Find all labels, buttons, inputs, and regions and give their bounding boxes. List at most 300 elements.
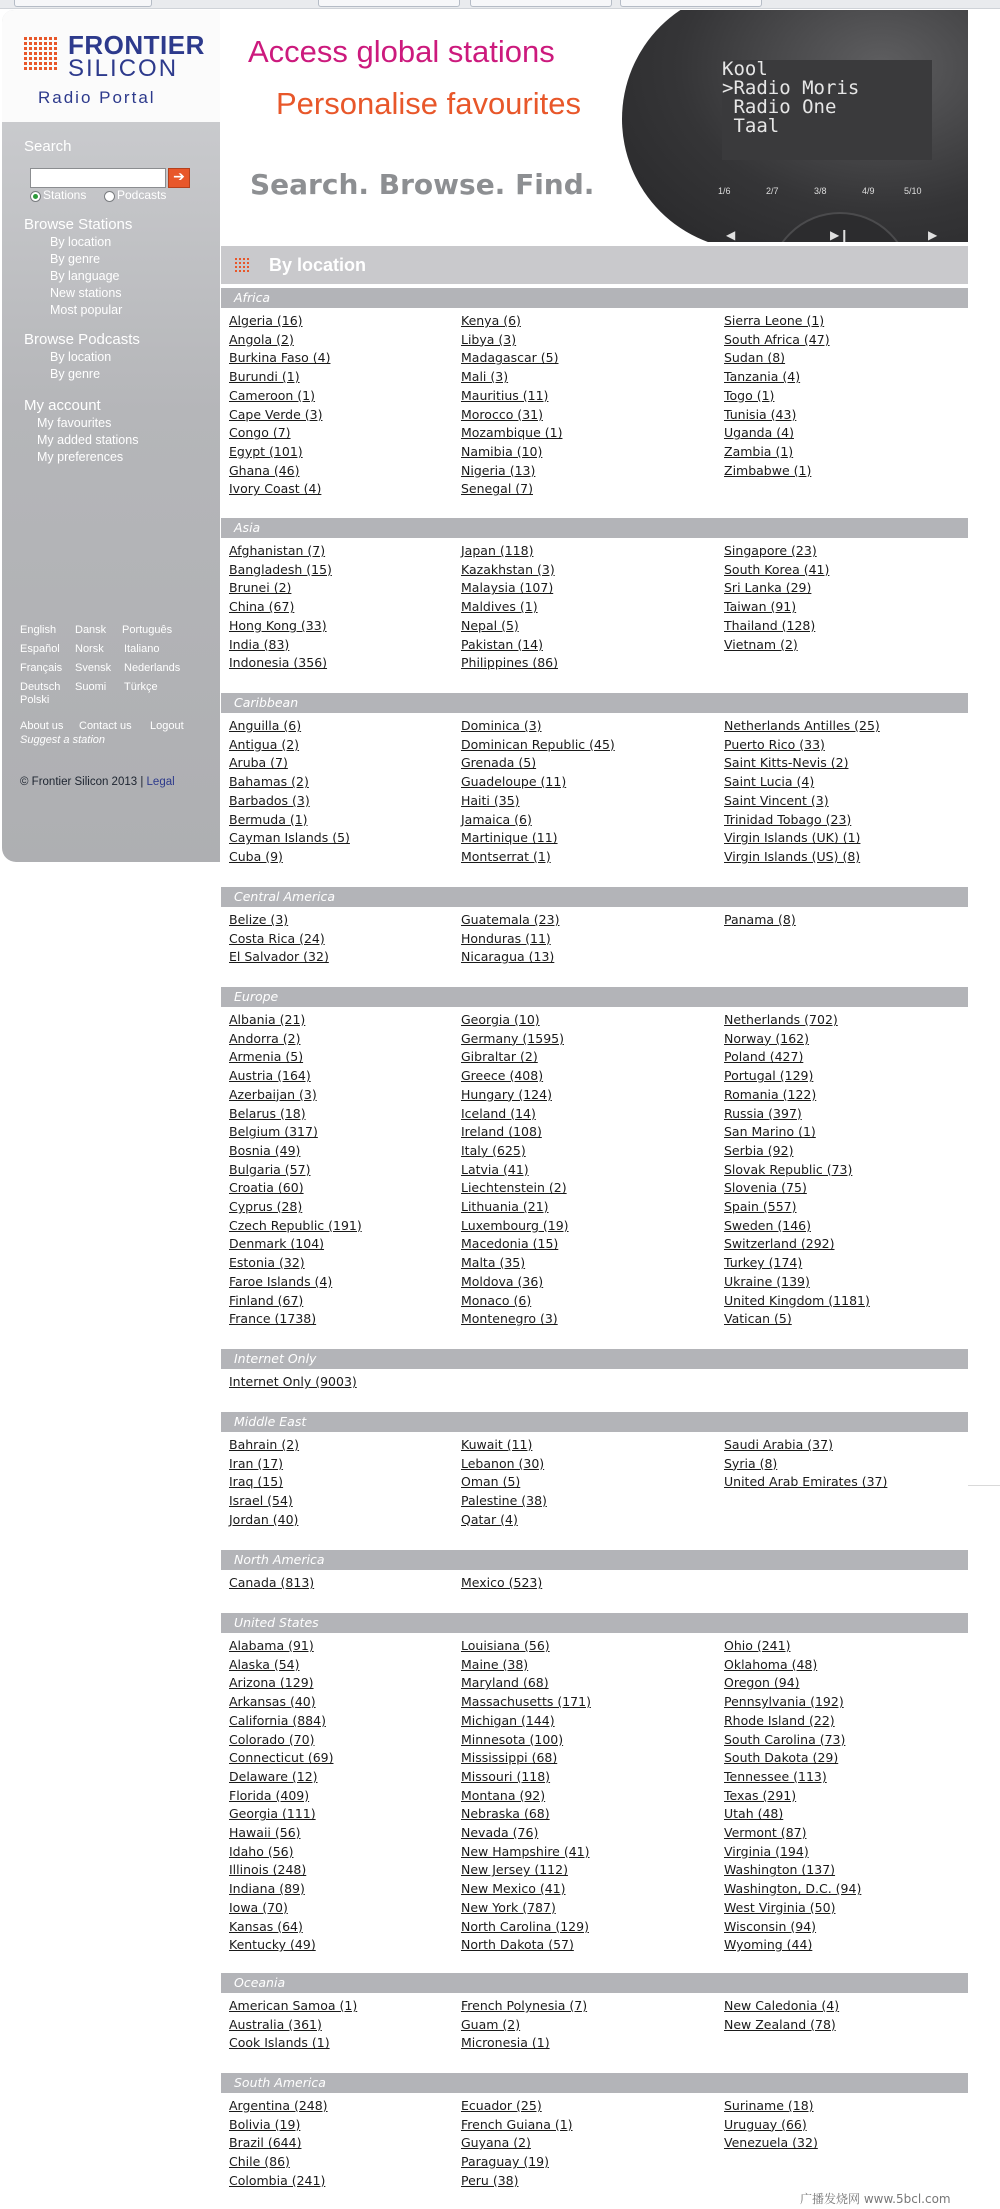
country-link[interactable]: Cape Verde (3) (229, 406, 323, 422)
region-south-america (221, 2073, 968, 2188)
country-link[interactable]: Connecticut (69) (229, 1750, 334, 1766)
country-link[interactable]: Brunei (2) (229, 580, 292, 596)
country-link[interactable]: Louisiana (56) (461, 1638, 550, 1653)
country-link[interactable]: Minnesota (100) (461, 1731, 564, 1747)
country-link[interactable]: Tanzania (4) (724, 369, 801, 385)
region-central-america (221, 887, 968, 965)
country-link[interactable]: Vietnam (2) (724, 636, 798, 652)
country-link[interactable]: Kentucky (49) (229, 1937, 316, 1953)
country-link[interactable]: Slovak Republic (73) (724, 1161, 853, 1177)
country-link[interactable]: Liechtenstein (2) (461, 1180, 567, 1196)
logo-line2: SILICON (68, 55, 179, 82)
lang-portugues[interactable]: Português (122, 624, 173, 636)
country-link[interactable]: Guadeloupe (11) (461, 774, 567, 790)
region-heading: Middle East (221, 1412, 968, 1432)
country-link[interactable]: Namibia (10) (461, 443, 543, 459)
country-link[interactable]: Iowa (70) (229, 1899, 288, 1915)
country-link[interactable]: Ireland (108) (461, 1124, 542, 1140)
radio-stations[interactable] (30, 191, 41, 202)
region-heading: Internet Only (221, 1349, 968, 1369)
country-link[interactable]: Togo (1) (724, 387, 775, 403)
country-link[interactable]: Estonia (32) (229, 1255, 305, 1271)
country-link[interactable]: Congo (7) (229, 425, 291, 441)
country-link[interactable]: New Mexico (41) (461, 1881, 566, 1897)
country-link[interactable]: Taiwan (91) (724, 599, 797, 615)
country-link[interactable]: Italy (625) (461, 1142, 526, 1158)
country-link[interactable]: Zambia (1) (724, 443, 794, 459)
country-link[interactable]: Delaware (12) (229, 1768, 318, 1784)
country-link[interactable]: Latvia (41) (461, 1161, 529, 1177)
country-link[interactable]: Cayman Islands (5) (229, 830, 350, 846)
country-link[interactable]: Monaco (6) (461, 1292, 532, 1308)
logo[interactable] (2, 10, 220, 122)
country-link[interactable]: Serbia (92) (724, 1142, 794, 1158)
country-link[interactable]: Missouri (118) (461, 1768, 551, 1784)
country-link[interactable]: Jamaica (6) (461, 811, 532, 827)
country-link[interactable]: Mexico (523) (461, 1575, 543, 1590)
country-link[interactable]: Martinique (11) (461, 830, 558, 846)
about-link[interactable]: About us (20, 720, 64, 732)
country-link[interactable]: Nebraska (68) (461, 1806, 550, 1822)
country-link[interactable]: Arkansas (40) (229, 1694, 316, 1710)
country-link[interactable]: Montana (92) (461, 1787, 546, 1803)
country-link[interactable]: China (67) (229, 599, 295, 615)
country-link[interactable]: Malaysia (107) (461, 580, 554, 596)
country-link[interactable]: Armenia (5) (229, 1049, 304, 1065)
country-link[interactable]: Saudi Arabia (37) (724, 1437, 833, 1452)
region-africa (221, 288, 968, 497)
country-link[interactable]: Brazil (644) (229, 2135, 302, 2151)
country-link[interactable]: Trinidad Tobago (23) (724, 811, 852, 827)
country-link[interactable]: Argentina (248) (229, 2098, 328, 2113)
region-heading: Central America (221, 887, 968, 907)
country-link[interactable]: Cyprus (28) (229, 1199, 303, 1214)
country-link[interactable]: New Jersey (112) (461, 1862, 568, 1878)
country-link[interactable]: Algeria (16) (229, 313, 303, 328)
copyright (20, 776, 175, 788)
display-line: Taal (722, 115, 780, 137)
country-link[interactable]: Nicaragua (13) (461, 949, 555, 965)
country-link[interactable]: Iran (17) (229, 1455, 284, 1471)
lang-espanol[interactable]: Español (20, 643, 60, 655)
country-link[interactable]: Belize (3) (229, 912, 289, 927)
country-link[interactable]: France (1738) (229, 1311, 317, 1327)
country-link[interactable]: Bolivia (19) (229, 2116, 301, 2132)
country-link[interactable]: Cuba (9) (229, 848, 283, 864)
browse-podcasts-by-genre[interactable]: By genre (50, 367, 101, 381)
browse-stations-by-language[interactable]: By language (50, 269, 120, 283)
country-link[interactable]: Mauritius (11) (461, 387, 549, 403)
country-link[interactable]: Washington, D.C. (94) (724, 1881, 862, 1897)
radio-podcasts[interactable] (104, 191, 115, 202)
country-link[interactable]: Greece (408) (461, 1068, 544, 1084)
logo-line1: FRONTIER (68, 30, 205, 60)
country-link[interactable]: Andorra (2) (229, 1030, 301, 1046)
radio-device-image (622, 10, 968, 242)
country-link[interactable]: Chile (86) (229, 2154, 290, 2170)
country-link[interactable]: Saint Vincent (3) (724, 792, 829, 808)
country-link[interactable]: Panama (8) (724, 912, 796, 927)
country-link[interactable]: Lebanon (30) (461, 1455, 545, 1471)
country-link[interactable]: Ivory Coast (4) (229, 481, 322, 497)
country-link[interactable]: Sudan (8) (724, 350, 786, 366)
country-link[interactable]: Costa Rica (24) (229, 930, 325, 946)
arrow-right-icon: ➔ (173, 169, 185, 185)
lang-polski[interactable]: Polski (20, 694, 50, 706)
country-link[interactable]: Netherlands Antilles (25) (724, 718, 880, 733)
country-link[interactable]: South Africa (47) (724, 331, 830, 347)
logo-line3: Radio Portal (38, 88, 156, 107)
country-link[interactable]: American Samoa (1) (229, 1998, 358, 2013)
country-link[interactable]: Spain (557) (724, 1199, 797, 1214)
country-link[interactable]: Michigan (144) (461, 1712, 555, 1728)
country-link[interactable]: Jordan (40) (229, 1511, 299, 1527)
country-link[interactable]: Sierra Leone (1) (724, 313, 825, 328)
country-link[interactable]: Romania (122) (724, 1086, 817, 1102)
country-link[interactable]: Haiti (35) (461, 792, 520, 808)
search-go-button[interactable] (168, 168, 190, 188)
browse-stations-by-genre[interactable]: By genre (50, 252, 101, 266)
country-link[interactable]: Washington (137) (724, 1862, 836, 1878)
play-pause-icon: ▶❙ (830, 228, 850, 242)
country-link[interactable]: California (884) (229, 1712, 326, 1728)
country-link[interactable]: Libya (3) (461, 331, 517, 347)
country-link[interactable]: Utah (48) (724, 1806, 784, 1822)
country-link[interactable]: Rhode Island (22) (724, 1712, 835, 1728)
country-link[interactable]: Slovenia (75) (724, 1180, 807, 1196)
lang-nederlands[interactable]: Nederlands (124, 662, 181, 674)
browser-tab[interactable] (470, 0, 612, 7)
account-favourites[interactable]: My favourites (37, 416, 112, 430)
country-link[interactable]: Alabama (91) (229, 1638, 314, 1653)
country-link[interactable]: Hawaii (56) (229, 1825, 301, 1840)
lang-english[interactable]: English (20, 624, 57, 636)
country-link[interactable]: Faroe Islands (4) (229, 1273, 333, 1289)
country-link[interactable]: Macedonia (15) (461, 1236, 559, 1252)
region-internet-only (221, 1349, 968, 1389)
country-link[interactable]: New York (787) (461, 1899, 556, 1915)
country-link[interactable]: Nigeria (13) (461, 462, 536, 478)
region-heading: Asia (221, 518, 968, 538)
country-link[interactable]: Russia (397) (724, 1105, 802, 1121)
country-link[interactable]: Luxembourg (19) (461, 1217, 569, 1233)
preset-label: 4/9 (862, 186, 875, 196)
country-link[interactable]: Micronesia (1) (461, 2035, 550, 2051)
country-link[interactable]: Ghana (46) (229, 462, 300, 478)
country-link[interactable]: Honduras (11) (461, 930, 551, 946)
country-link[interactable]: Indiana (89) (229, 1881, 305, 1897)
browse-stations-by-location[interactable]: By location (50, 235, 112, 249)
country-link[interactable]: Cook Islands (1) (229, 2035, 330, 2051)
country-link[interactable]: Pakistan (14) (461, 636, 543, 652)
country-link[interactable]: Barbados (3) (229, 792, 310, 808)
region-oceania (221, 1973, 968, 2051)
country-link[interactable]: Guam (2) (461, 2016, 521, 2032)
country-link[interactable]: Aruba (7) (229, 755, 288, 771)
browse-stations-new[interactable]: New stations (50, 286, 122, 300)
country-link[interactable]: Virgin Islands (US) (8) (724, 848, 861, 864)
region-middle-east (221, 1412, 968, 1527)
radio-stations-label[interactable]: Stations (43, 188, 87, 202)
banner-line2: Personalise favourites (276, 86, 581, 121)
account-preferences[interactable]: My preferences (37, 450, 124, 464)
country-link[interactable]: Vermont (87) (724, 1825, 807, 1840)
country-link[interactable]: United Arab Emirates (37) (724, 1474, 888, 1490)
region-europe (221, 987, 968, 1327)
country-link[interactable]: Oman (5) (461, 1474, 521, 1490)
country-link[interactable]: Illinois (248) (229, 1862, 307, 1878)
country-link[interactable]: Suriname (18) (724, 2098, 814, 2113)
country-link[interactable]: Israel (54) (229, 1493, 293, 1509)
country-link[interactable]: Turkey (174) (724, 1255, 803, 1271)
country-link[interactable]: Maine (38) (461, 1656, 529, 1672)
country-link[interactable]: Germany (1595) (461, 1030, 564, 1046)
region-heading: Oceania (221, 1973, 968, 1993)
country-link[interactable]: North Dakota (57) (461, 1937, 574, 1953)
banner-line1: Access global stations (248, 34, 555, 69)
country-link[interactable]: Internet Only (9003) (229, 1374, 357, 1389)
country-link[interactable]: Croatia (60) (229, 1180, 304, 1196)
contact-link[interactable]: Contact us (79, 720, 132, 732)
country-link[interactable]: Morocco (31) (461, 406, 543, 422)
section-title-bar (221, 246, 968, 284)
browser-tab-strip (0, 0, 1000, 9)
country-link[interactable]: Kuwait (11) (461, 1437, 533, 1452)
country-link[interactable]: Hungary (124) (461, 1086, 552, 1102)
lang-suomi[interactable]: Suomi (75, 681, 107, 693)
country-link[interactable]: Oregon (94) (724, 1675, 800, 1691)
country-link[interactable]: Arizona (129) (229, 1675, 314, 1691)
account-heading: My account (24, 397, 101, 414)
country-link[interactable]: Kazakhstan (3) (461, 561, 555, 577)
country-link[interactable]: Georgia (111) (229, 1806, 316, 1822)
country-link[interactable]: Uganda (4) (724, 425, 794, 441)
country-link[interactable]: Ohio (241) (724, 1638, 791, 1653)
country-link[interactable]: Ecuador (25) (461, 2098, 542, 2113)
browse-stations-popular[interactable]: Most popular (50, 303, 123, 317)
country-link[interactable]: Virginia (194) (724, 1843, 809, 1859)
section-title: By location (269, 255, 367, 275)
country-link[interactable]: Philippines (86) (461, 655, 558, 671)
country-link[interactable]: Switzerland (292) (724, 1236, 835, 1252)
country-link[interactable]: Vatican (5) (724, 1311, 792, 1327)
lang-francais[interactable]: Français (20, 662, 63, 674)
country-link[interactable]: Sri Lanka (29) (724, 580, 812, 596)
lang-norsk[interactable]: Norsk (75, 643, 104, 655)
preset-label: 3/8 (814, 186, 827, 196)
country-link[interactable]: New Caledonia (4) (724, 1998, 840, 2013)
country-link[interactable]: Burkina Faso (4) (229, 350, 331, 366)
region-north-america (221, 1550, 968, 1590)
country-link[interactable]: French Polynesia (7) (461, 1998, 588, 2013)
country-link[interactable]: South Carolina (73) (724, 1731, 846, 1747)
country-link[interactable]: Paraguay (19) (461, 2154, 549, 2170)
lang-turkce[interactable]: Türkçe (124, 681, 158, 693)
country-link[interactable]: Moldova (36) (461, 1273, 544, 1289)
display-line: >Radio Moris (722, 77, 860, 99)
country-link[interactable]: San Marino (1) (724, 1124, 816, 1140)
logout-link[interactable]: Logout (150, 720, 184, 732)
country-link[interactable]: Nevada (76) (461, 1825, 539, 1840)
country-link[interactable]: Bahrain (2) (229, 1437, 300, 1452)
country-link[interactable]: Virgin Islands (UK) (1) (724, 830, 861, 846)
country-link[interactable]: Alaska (54) (229, 1656, 300, 1672)
country-link[interactable]: Iceland (14) (461, 1105, 536, 1121)
country-link[interactable]: Poland (427) (724, 1049, 804, 1065)
country-link[interactable]: Egypt (101) (229, 443, 303, 459)
country-link[interactable]: Belgium (317) (229, 1124, 318, 1140)
country-link[interactable]: Canada (813) (229, 1575, 315, 1590)
country-link[interactable]: Burundi (1) (229, 369, 300, 385)
country-link[interactable]: Maryland (68) (461, 1675, 549, 1691)
region-heading: South America (221, 2073, 968, 2093)
country-link[interactable]: Netherlands (702) (724, 1012, 838, 1027)
country-link[interactable]: Palestine (38) (461, 1493, 547, 1509)
country-link[interactable]: Thailand (128) (724, 617, 816, 633)
lang-svensk[interactable]: Svensk (75, 662, 112, 674)
country-link[interactable]: Tunisia (43) (724, 406, 797, 422)
country-link[interactable]: Malta (35) (461, 1255, 526, 1271)
country-link[interactable]: Singapore (23) (724, 543, 817, 558)
country-link[interactable]: El Salvador (32) (229, 949, 329, 965)
country-link[interactable]: New Zealand (78) (724, 2016, 836, 2032)
country-link[interactable]: Mali (3) (461, 369, 509, 385)
country-link[interactable]: Dominica (3) (461, 718, 542, 733)
country-link[interactable]: Grenada (5) (461, 755, 537, 771)
country-link[interactable]: French Guiana (1) (461, 2116, 573, 2132)
country-link[interactable]: Massachusetts (171) (461, 1694, 591, 1710)
browse-podcasts-by-location[interactable]: By location (50, 350, 112, 364)
logo-grid-icon (24, 36, 58, 70)
country-link[interactable]: Ukraine (139) (724, 1273, 810, 1289)
country-link[interactable]: Madagascar (5) (461, 350, 559, 366)
country-link[interactable]: Sweden (146) (724, 1217, 811, 1233)
country-link[interactable]: Norway (162) (724, 1030, 810, 1046)
country-link[interactable]: Anguilla (6) (229, 718, 302, 733)
region-united-states (221, 1613, 968, 1953)
country-link[interactable]: Czech Republic (191) (229, 1217, 362, 1233)
browser-tab[interactable] (620, 0, 762, 7)
country-link[interactable]: United Kingdom (1181) (724, 1292, 870, 1308)
country-link[interactable]: Guyana (2) (461, 2135, 531, 2151)
country-link[interactable]: Bahamas (2) (229, 774, 309, 790)
browser-tab[interactable] (318, 0, 460, 7)
country-link[interactable]: Antigua (2) (229, 736, 300, 752)
country-link[interactable]: Albania (21) (229, 1012, 306, 1027)
country-link[interactable]: Syria (8) (724, 1455, 778, 1471)
display-line: Kool (722, 58, 768, 80)
country-link[interactable]: Indonesia (356) (229, 655, 328, 671)
country-link[interactable]: Angola (2) (229, 331, 294, 347)
region-asia (221, 518, 968, 671)
country-link[interactable]: West Virginia (50) (724, 1899, 836, 1915)
prev-icon: ◀ (726, 228, 736, 242)
country-link[interactable]: Maldives (1) (461, 599, 538, 615)
search-input[interactable] (30, 168, 166, 188)
country-link[interactable]: Australia (361) (229, 2016, 322, 2032)
country-link[interactable]: Wyoming (44) (724, 1937, 813, 1953)
country-link[interactable]: Tennessee (113) (724, 1768, 827, 1784)
country-link[interactable]: Nepal (5) (461, 617, 519, 633)
country-link[interactable]: Bangladesh (15) (229, 561, 332, 577)
sidebar (2, 10, 220, 862)
country-link[interactable]: Uruguay (66) (724, 2116, 807, 2132)
country-link[interactable]: Austria (164) (229, 1068, 311, 1084)
country-link[interactable]: Azerbaijan (3) (229, 1086, 317, 1102)
country-link[interactable]: Afghanistan (7) (229, 543, 326, 558)
country-link[interactable]: Florida (409) (229, 1787, 310, 1803)
preset-label: 5/10 (904, 186, 922, 196)
country-link[interactable]: Cameroon (1) (229, 387, 316, 403)
country-link[interactable]: Zimbabwe (1) (724, 462, 812, 478)
country-link[interactable]: Mozambique (1) (461, 425, 563, 441)
lang-dansk[interactable]: Dansk (75, 624, 107, 636)
account-added-stations[interactable]: My added stations (37, 433, 139, 447)
suggest-station-link[interactable]: Suggest a station (20, 734, 106, 746)
country-link[interactable]: Pennsylvania (192) (724, 1694, 844, 1710)
country-link[interactable]: Kansas (64) (229, 1918, 303, 1934)
country-link[interactable]: South Korea (41) (724, 561, 830, 577)
lang-italiano[interactable]: Italiano (124, 643, 160, 655)
country-link[interactable]: Montserrat (1) (461, 848, 551, 864)
country-link[interactable]: Guatemala (23) (461, 912, 560, 927)
country-link[interactable]: Denmark (104) (229, 1236, 325, 1252)
country-link[interactable]: New Hampshire (41) (461, 1843, 590, 1859)
country-link[interactable]: Portugal (129) (724, 1068, 814, 1084)
grid-icon (235, 257, 250, 272)
country-link[interactable]: Senegal (7) (461, 481, 533, 497)
country-link[interactable]: Colombia (241) (229, 2172, 326, 2188)
region-heading: North America (221, 1550, 968, 1570)
country-link[interactable]: Dominican Republic (45) (461, 736, 615, 752)
preset-label: 1/6 (718, 186, 731, 196)
country-link[interactable]: Idaho (56) (229, 1843, 294, 1859)
country-link[interactable]: Peru (38) (461, 2172, 519, 2188)
country-link[interactable]: Saint Lucia (4) (724, 774, 815, 790)
country-link[interactable]: Bulgaria (57) (229, 1161, 311, 1177)
lang-deutsch[interactable]: Deutsch (20, 681, 61, 693)
country-link[interactable]: Bosnia (49) (229, 1142, 301, 1158)
country-link[interactable]: Venezuela (32) (724, 2135, 818, 2151)
country-link[interactable]: South Dakota (29) (724, 1750, 839, 1766)
country-link[interactable]: Lithuania (21) (461, 1199, 549, 1214)
country-link[interactable]: Colorado (70) (229, 1731, 315, 1747)
browser-tab[interactable] (14, 0, 152, 7)
radio-podcasts-label[interactable]: Podcasts (117, 188, 167, 202)
country-link[interactable]: Texas (291) (724, 1787, 797, 1803)
country-link[interactable]: Georgia (10) (461, 1012, 540, 1027)
country-link[interactable]: Qatar (4) (461, 1511, 518, 1527)
country-link[interactable]: Finland (67) (229, 1292, 304, 1308)
country-link[interactable]: Bermuda (1) (229, 811, 308, 827)
country-link[interactable]: Japan (118) (461, 543, 534, 558)
country-link[interactable]: India (83) (229, 636, 290, 652)
country-link[interactable]: Kenya (6) (461, 313, 521, 328)
country-link[interactable]: Saint Kitts-Nevis (2) (724, 755, 849, 771)
country-link[interactable]: Iraq (15) (229, 1474, 284, 1490)
country-link[interactable]: Wisconsin (94) (724, 1918, 817, 1934)
legal-link[interactable]: Legal (146, 776, 175, 788)
country-link[interactable]: Mississippi (68) (461, 1750, 558, 1766)
country-link[interactable]: Belarus (18) (229, 1105, 306, 1121)
country-link[interactable]: Hong Kong (33) (229, 617, 327, 633)
copyright-text: © Frontier Silicon 2013 | (20, 776, 144, 788)
country-link[interactable]: North Carolina (129) (461, 1918, 589, 1934)
country-link[interactable]: Gibraltar (2) (461, 1049, 538, 1065)
country-link[interactable]: Oklahoma (48) (724, 1656, 818, 1672)
country-link[interactable]: Puerto Rico (33) (724, 736, 825, 752)
country-link[interactable]: Montenegro (3) (461, 1311, 558, 1327)
